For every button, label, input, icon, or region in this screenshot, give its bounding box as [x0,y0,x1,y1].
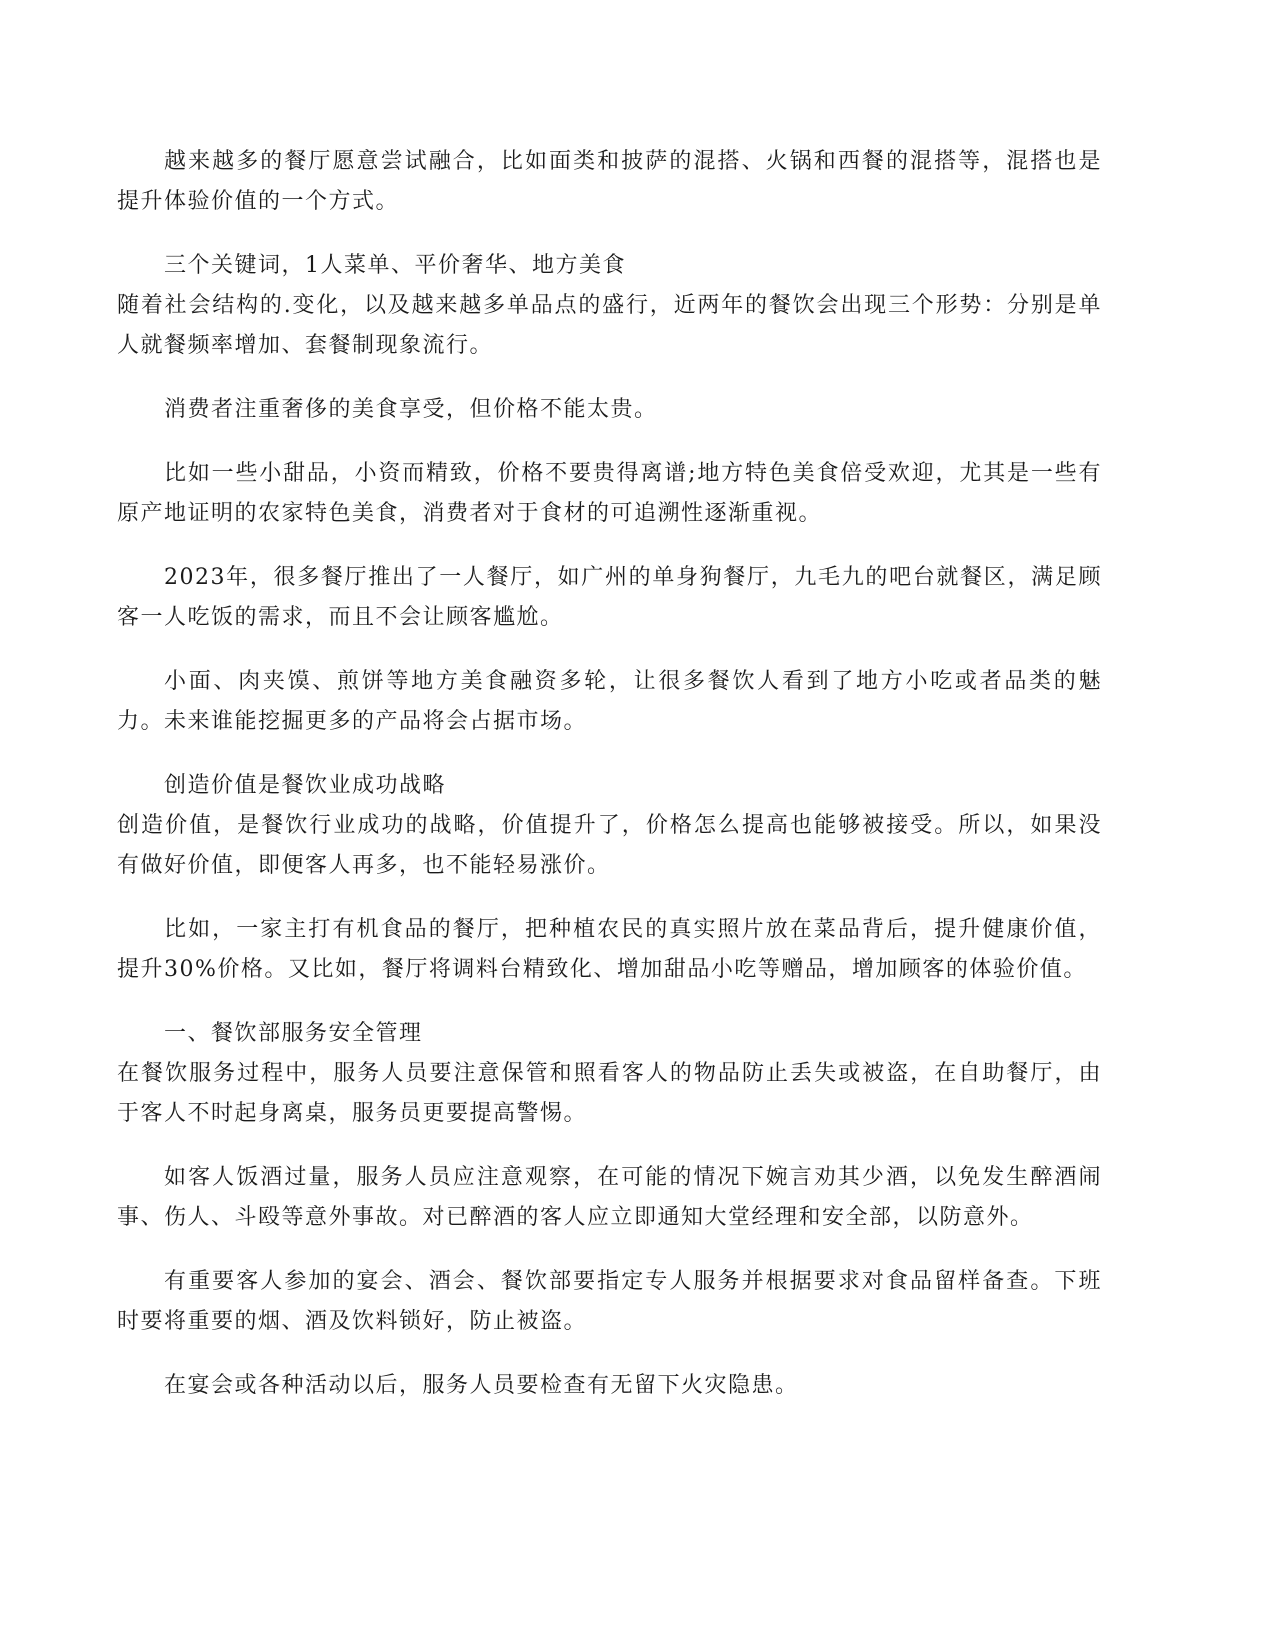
paragraph: 在餐饮服务过程中，服务人员要注意保管和照看客人的物品防止丢失或被盗，在自助餐厅，由于客人不时起身离桌，服务员更要提高警惕。 [117,1061,1102,1126]
paragraph: 在宴会或各种活动以后，服务人员要检查有无留下火灾隐患。 [164,1373,799,1398]
paragraph: 越来越多的餐厅愿意尝试融合，比如面类和披萨的混搭、火锅和西餐的混搭等，混搭也是提升体验价值的一个方式。 [117,149,1102,214]
document-body [117,142,1102,1406]
paragraph: 2023年，很多餐厅推出了一人餐厅，如广州的单身狗餐厅，九毛九的吧台就餐区，满足顾客一人吃饭的需求，而且不会让顾客尴尬。 [117,565,1102,630]
paragraph: 如客人饭酒过量，服务人员应注意观察，在可能的情况下婉言劝其少酒，以免发生醉酒闹事、伤人、斗殴等意外事故。对已醉酒的客人应立即通知大堂经理和安全部，以防意外。 [117,1165,1102,1230]
paragraph: 小面、肉夹馍、煎饼等地方美食融资多轮，让很多餐饮人看到了地方小吃或者品类的魅力。未来谁能挖掘更多的产品将会占据市场。 [117,669,1102,734]
paragraph: 比如，一家主打有机食品的餐厅，把种植农民的真实照片放在菜品背后，提升健康价值，提升30%价格。又比如，餐厅将调料台精致化、增加甜品小吃等赠品，增加顾客的体验价值。 [117,917,1102,982]
paragraph: 消费者注重奢侈的美食享受，但价格不能太贵。 [164,397,658,422]
paragraph: 创造价值，是餐饮行业成功的战略，价值提升了，价格怎么提高也能够被接受。所以，如果没有做好价值，即便客人再多，也不能轻易涨价。 [117,813,1102,878]
section-heading: 三个关键词，1人菜单、平价奢华、地方美食 [164,253,626,278]
paragraph: 比如一些小甜品，小资而精致，价格不要贵得离谱;地方特色美食倍受欢迎，尤其是一些有原产地证明的农家特色美食，消费者对于食材的可追溯性逐渐重视。 [117,461,1102,526]
paragraph: 有重要客人参加的宴会、酒会、餐饮部要指定专人服务并根据要求对食品留样备查。下班时要将重要的烟、酒及饮料锁好，防止被盗。 [117,1269,1102,1334]
section-heading: 一、餐饮部服务安全管理 [164,1021,423,1046]
paragraph: 随着社会结构的.变化，以及越来越多单品点的盛行，近两年的餐饮会出现三个形势：分别是单人就餐频率增加、套餐制现象流行。 [117,293,1102,358]
section-heading: 创造价值是餐饮业成功战略 [164,773,447,798]
